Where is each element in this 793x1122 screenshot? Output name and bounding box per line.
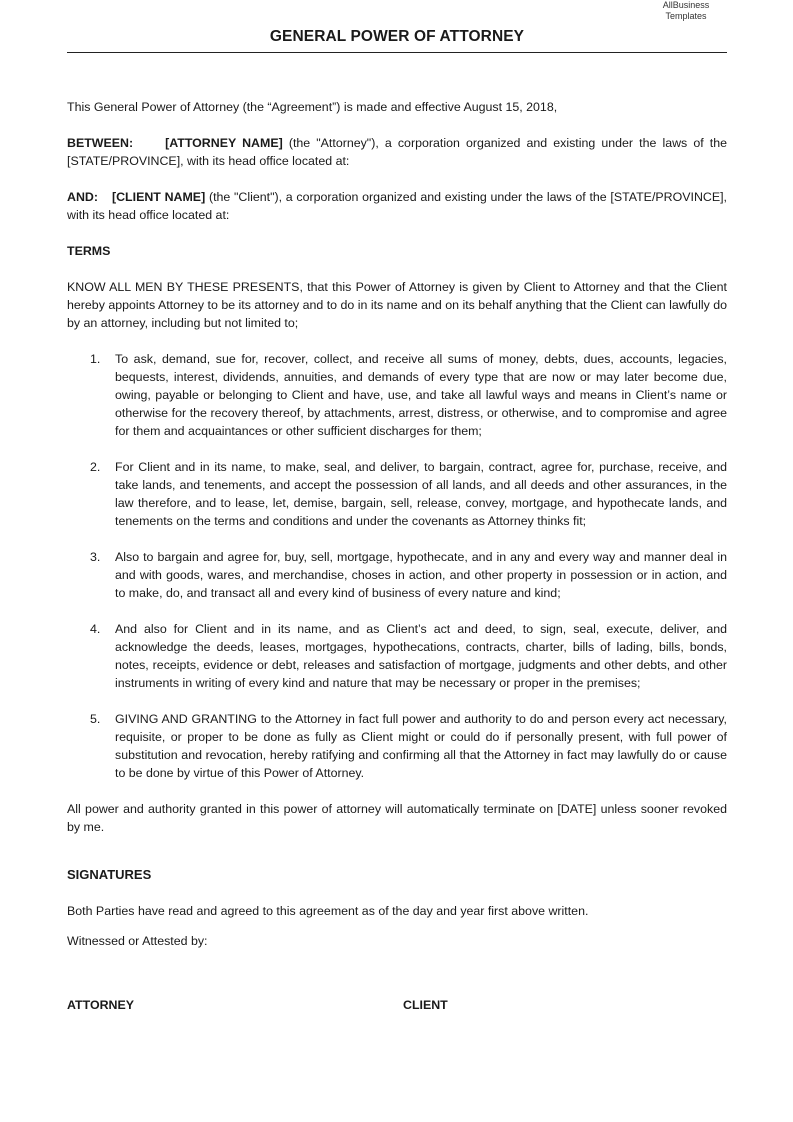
list-item [67, 710, 727, 782]
list-item-number: 1. [90, 352, 101, 366]
brand-line-2: Templates [665, 11, 707, 21]
client-name-placeholder: [CLIENT NAME] [111, 190, 206, 204]
termination-paragraph: All power and authority granted in this power of attorney will automatically terminate on [DATE] unless sooner revoked by me. [67, 802, 727, 834]
signature-labels-row [67, 996, 727, 1014]
and-text: (the "Client"), a corporation organized and existing under the laws of the [STATE/PROVINCE], with its head office located at: [67, 190, 727, 222]
list-item-text: And also for Client and in its name, and as Client’s act and deed, to sign, seal, execute, deliver, and acknowledge the deeds, leases, mortgages, hypothecations, contracts, charter, bills of lading, bills, bonds, notes, receipts, evidence or debt, releases and satisfaction of mortgage, judgments and other debts, and other instruments in writing of every kind and nature that may be necessary or proper in the premises; [115, 622, 727, 690]
attorney-name-placeholder: [ATTORNEY NAME] [165, 136, 283, 150]
terms-list [67, 350, 727, 782]
list-item-text: To ask, demand, sue for, recover, collect, and receive all sums of money, debts, dues, accounts, legacies, bequests, interest, dividends, annuities, and demands of every type that are now or may later become due, owing, payable or belonging to Client and have, use, and take all lawful ways and means in Client’s name or otherwise for the recovery thereof, by attachments, arrest, distress, or otherwise, and to compromise and agree for them and acquaintances or other sufficient discharges for them; [115, 352, 727, 438]
intro-paragraph: This General Power of Attorney (the “Agreement”) is made and effective August 15, 2018, [67, 100, 558, 114]
brand-line-1: AllBusiness [662, 0, 710, 10]
list-item [67, 458, 727, 530]
witnessed-label: Witnessed or Attested by: [67, 934, 208, 948]
between-text: (the "Attorney"), a corporation organized and existing under the laws of the [STATE/PROVINCE], with its head office located at: [67, 136, 727, 168]
terms-heading: TERMS [67, 244, 111, 258]
list-item-number: 3. [90, 550, 101, 564]
attorney-signature-label: ATTORNEY [67, 998, 135, 1012]
document-title: GENERAL POWER OF ATTORNEY [269, 28, 525, 45]
between-label: BETWEEN: [67, 136, 134, 150]
list-item-text: Also to bargain and agree for, buy, sell, mortgage, hypothecate, and in any and every way and manner deal in and with goods, wares, and merchandise, choses in action, and other property in possession or in action, and to make, do, and transact all and every kind of business of every nature and kind; [115, 550, 727, 600]
list-item-text: For Client and in its name, to make, seal, and deliver, to bargain, contract, agree for, purchase, receive, and take lands, and tenements, and accept the possession of all lands, and all deeds and other assurances, in the law therefore, and to lease, let, demise, bargain, sell, release, convey, mortgage, and hypothecate lands, and tenements on the terms and conditions and under the covenants as Attorney thinks fit; [115, 460, 727, 528]
and-label: AND: [67, 190, 98, 204]
list-item-number: 5. [90, 712, 101, 726]
title-divider [67, 52, 727, 53]
agreed-paragraph: Both Parties have read and agreed to this agreement as of the day and year first above written. [67, 904, 589, 918]
know-all-paragraph: KNOW ALL MEN BY THESE PRESENTS, that this Power of Attorney is given by Client to Attorney and that the Client hereby appoints Attorney to be its attorney and to do in its name and on its behalf anything that the Client can lawfully do by an attorney, including but not limited to; [67, 280, 727, 330]
list-item-number: 4. [90, 622, 101, 636]
list-item [67, 548, 727, 602]
between-paragraph [67, 134, 727, 170]
list-item [67, 350, 727, 440]
list-item-text: GIVING AND GRANTING to the Attorney in fact full power and authority to do and person every act necessary, requisite, or proper to be done as fully as Client might or could do if personally present, with full power of substitution and revocation, hereby ratifying and confirming all that the Attorney in fact may lawfully do or cause to be done by virtue of this Power of Attorney. [115, 712, 727, 780]
signatures-heading: SIGNATURES [67, 867, 152, 882]
list-item [67, 620, 727, 692]
brand-logo [640, 0, 732, 22]
document-body [67, 98, 727, 1014]
client-signature-label: CLIENT [403, 998, 448, 1012]
list-item-number: 2. [90, 460, 101, 474]
and-paragraph [67, 188, 727, 224]
